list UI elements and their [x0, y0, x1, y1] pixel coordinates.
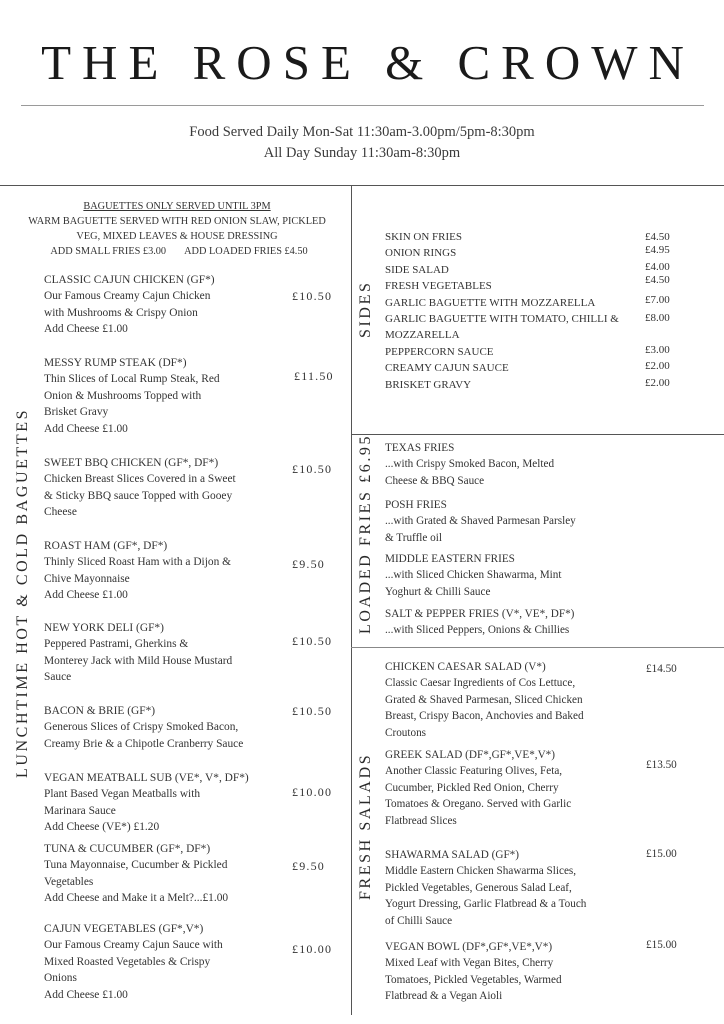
item-desc: Yogurt Dressing, Garlic Flatbread & a Touch	[385, 898, 587, 911]
side-name: SKIN ON FRIES	[385, 231, 463, 243]
item-desc: Onion & Mushrooms Topped with	[44, 389, 202, 402]
item-desc: Add Cheese £1.00	[44, 422, 128, 435]
item-desc: Croutons	[385, 726, 427, 739]
item-desc: Add Cheese £1.00	[44, 589, 128, 602]
item-desc: Cheese	[44, 506, 77, 519]
item-name: SWEET BBQ CHICKEN (GF*, DF*)	[44, 457, 219, 469]
side-item	[385, 245, 685, 261]
sides-fries-divider	[351, 434, 724, 435]
item-price: £10.00	[292, 785, 333, 799]
baguette-note-line: WARM BAGUETTE SERVED WITH RED ONION SLAW, PICKLED	[28, 216, 326, 227]
item-name: POSH FRIES	[385, 499, 447, 511]
side-price: £4.00	[645, 260, 670, 273]
item-name: SHAWARMA SALAD (GF*)	[385, 849, 519, 861]
menu-item	[44, 703, 344, 752]
side-price: £2.00	[645, 360, 670, 373]
item-price: £10.50	[292, 704, 333, 718]
salad-price: £14.50	[646, 663, 677, 675]
item-desc: Add Cheese £1.00	[44, 323, 128, 336]
item-price: £10.50	[292, 462, 333, 476]
item-name: GREEK SALAD (DF*,GF*,VE*,V*)	[385, 749, 555, 761]
item-desc: Flatbread & a Vegan Aioli	[385, 990, 503, 1003]
side-price: £4.50	[645, 274, 670, 287]
fries-item	[385, 606, 647, 639]
item-desc: Sauce	[44, 671, 72, 684]
item-desc: with Mushrooms & Crispy Onion	[44, 306, 198, 319]
menu-top-border	[0, 185, 724, 186]
item-name: TUNA & CUCUMBER (GF*, DF*)	[44, 843, 211, 855]
side-price: £3.00	[645, 343, 670, 356]
item-name: VEGAN MEATBALL SUB (VE*, V*, DF*)	[44, 772, 249, 784]
side-price: £4.50	[645, 231, 670, 243]
side-item	[385, 360, 685, 376]
baguette-note-line: VEG, MIXED LEAVES & HOUSE DRESSING	[76, 231, 278, 242]
item-desc: Mixed Roasted Vegetables & Crispy	[44, 955, 211, 968]
item-desc: ...with Sliced Chicken Shawarma, Mint	[385, 569, 562, 582]
side-item	[385, 311, 685, 327]
menu-item	[44, 770, 344, 836]
item-desc: Flatbread Slices	[385, 814, 457, 827]
item-desc: Add Cheese (VE*) £1.20	[44, 821, 160, 834]
section-label-loaded-fries: LOADED FRIES £6.95	[357, 433, 374, 634]
section-label-sides: SIDES	[357, 280, 374, 338]
salad-price: £15.00	[646, 939, 677, 951]
menu-item	[44, 538, 344, 604]
side-price: £4.95	[645, 244, 670, 257]
hours-weekday: Food Served Daily Mon-Sat 11:30am-3.00pm/5pm-8:30pm	[189, 124, 535, 140]
side-name: GARLIC BAGUETTE WITH TOMATO, CHILLI &	[385, 312, 619, 325]
item-price: £10.50	[292, 634, 333, 648]
item-desc: Another Classic Featuring Olives, Feta,	[385, 765, 563, 778]
menu-item	[44, 921, 344, 1003]
item-name: VEGAN BOWL (DF*,GF*,VE*,V*)	[385, 941, 553, 953]
menu-item	[44, 620, 344, 686]
side-item	[385, 295, 685, 311]
item-name: TEXAS FRIES	[385, 442, 455, 454]
item-desc: Our Famous Creamy Cajun Sauce with	[44, 939, 223, 952]
side-name: PEPPERCORN SAUCE	[385, 345, 494, 358]
item-desc: Yoghurt & Chilli Sauce	[385, 585, 491, 598]
side-item	[385, 377, 685, 393]
salad-price: £13.50	[646, 759, 677, 771]
item-desc: Tuna Mayonnaise, Cucumber & Pickled	[44, 859, 228, 872]
baguette-addons	[14, 244, 340, 259]
side-name: MOZZARELLA	[385, 329, 460, 342]
section-label-fresh-salads: FRESH SALADS	[357, 752, 374, 900]
side-name: SIDE SALAD	[385, 263, 449, 276]
item-desc: Add Cheese £1.00	[44, 988, 128, 1001]
side-name: GARLIC BAGUETTE WITH MOZZARELLA	[385, 296, 596, 309]
item-price: £10.00	[292, 942, 333, 956]
item-desc: Chive Mayonnaise	[44, 572, 130, 585]
menu-item	[44, 841, 344, 907]
item-desc: Chicken Breast Slices Covered in a Sweet	[44, 473, 236, 486]
item-name: CHICKEN CAESAR SALAD (V*)	[385, 661, 546, 673]
item-desc: Brisket Gravy	[44, 406, 109, 419]
item-desc: of Chilli Sauce	[385, 914, 453, 927]
item-desc: Plant Based Vegan Meatballs with	[44, 788, 201, 801]
item-name: NEW YORK DELI (GF*)	[44, 622, 164, 634]
item-desc: Generous Slices of Crispy Smoked Bacon,	[44, 721, 239, 734]
salad-item	[385, 747, 647, 829]
item-desc: Thinly Sliced Roast Ham with a Dijon &	[44, 556, 231, 569]
restaurant-title: THE ROSE & CROWN	[41, 35, 695, 90]
sides-list	[385, 229, 685, 393]
hours-sunday: All Day Sunday 11:30am-8:30pm	[263, 145, 461, 161]
side-item	[385, 229, 685, 245]
item-desc: ...with Grated & Shaved Parmesan Parsley	[385, 515, 576, 528]
side-item	[385, 274, 685, 294]
item-name: CAJUN VEGETABLES (GF*,V*)	[44, 923, 204, 935]
salad-item	[385, 659, 647, 741]
item-desc: Monterey Jack with Mild House Mustard	[44, 654, 233, 667]
item-price: £9.50	[292, 557, 325, 571]
fries-item	[385, 551, 647, 600]
side-item	[385, 327, 685, 343]
item-desc: Our Famous Creamy Cajun Chicken	[44, 290, 211, 303]
item-desc: Grated & Shaved Parmesan, Sliced Chicken	[385, 693, 583, 706]
item-desc: & Truffle oil	[385, 531, 442, 544]
side-item	[385, 262, 685, 278]
item-name: ROAST HAM (GF*, DF*)	[44, 540, 168, 552]
item-price: £10.50	[292, 289, 333, 303]
menu-item	[44, 272, 344, 338]
item-desc: ...with Crispy Smoked Bacon, Melted	[385, 458, 555, 471]
item-price: £11.50	[294, 369, 334, 383]
salad-item	[385, 847, 647, 929]
item-desc: Pickled Vegetables, Generous Salad Leaf,	[385, 881, 572, 894]
section-label-baguettes: LUNCHTIME HOT & COLD BAGUETTES	[14, 407, 31, 778]
baguette-note	[14, 199, 340, 259]
item-desc: Add Cheese and Make it a Melt?...£1.00	[44, 892, 229, 905]
title-divider	[21, 105, 704, 106]
salad-price: £15.00	[646, 848, 677, 860]
item-name: SALT & PEPPER FRIES (V*, VE*, DF*)	[385, 608, 575, 620]
item-desc: Breast, Crispy Bacon, Anchovies and Baked	[385, 710, 584, 723]
item-desc: Creamy Brie & a Chipotle Cranberry Sauce	[44, 737, 244, 750]
item-desc: Peppered Pastrami, Gherkins &	[44, 638, 189, 651]
add-loaded-fries: ADD LOADED FRIES £4.50	[184, 246, 308, 257]
side-price: £8.00	[645, 311, 670, 324]
item-desc: Classic Caesar Ingredients of Cos Lettuce,	[385, 677, 576, 690]
side-price: £7.00	[645, 293, 670, 306]
side-name: ONION RINGS	[385, 247, 457, 260]
item-desc: Thin Slices of Local Rump Steak, Red	[44, 373, 220, 386]
item-desc: Marinara Sauce	[44, 804, 116, 817]
baguette-note-title: BAGUETTES ONLY SERVED UNTIL 3PM	[83, 201, 271, 212]
item-name: MIDDLE EASTERN FRIES	[385, 553, 515, 565]
side-item	[385, 344, 685, 360]
salad-item	[385, 939, 647, 1005]
fries-item	[385, 497, 647, 546]
item-name: MESSY RUMP STEAK (DF*)	[44, 357, 187, 369]
item-desc: Tomatoes, Pickled Vegetables, Warmed	[385, 973, 562, 986]
opening-hours	[0, 122, 724, 164]
item-desc: Mixed Leaf with Vegan Bites, Cherry	[385, 957, 554, 970]
fries-salads-divider	[351, 647, 724, 648]
item-price: £9.50	[292, 859, 325, 873]
item-desc: ...with Sliced Peppers, Onions & Chillies	[385, 624, 570, 637]
item-desc: Tomatoes & Oregano. Served with Garlic	[385, 798, 572, 811]
fries-item	[385, 440, 647, 489]
item-desc: Cheese & BBQ Sauce	[385, 474, 485, 487]
item-desc: Vegetables	[44, 875, 94, 888]
item-name: CLASSIC CAJUN CHICKEN (GF*)	[44, 274, 215, 286]
item-desc: Middle Eastern Chicken Shawarma Slices,	[385, 865, 577, 878]
side-name: CREAMY CAJUN SAUCE	[385, 362, 509, 375]
menu-item	[44, 355, 344, 437]
item-desc: Onions	[44, 972, 77, 985]
column-divider	[351, 185, 352, 1015]
add-small-fries: ADD SMALL FRIES £3.00	[50, 246, 167, 257]
side-name: BRISKET GRAVY	[385, 378, 472, 391]
menu-item	[44, 455, 344, 521]
item-desc: Cucumber, Pickled Red Onion, Cherry	[385, 781, 559, 794]
side-name: FRESH VEGETABLES	[385, 280, 492, 293]
side-price: £2.00	[645, 376, 670, 389]
item-name: BACON & BRIE (GF*)	[44, 705, 156, 717]
item-desc: & Sticky BBQ sauce Topped with Gooey	[44, 489, 233, 502]
